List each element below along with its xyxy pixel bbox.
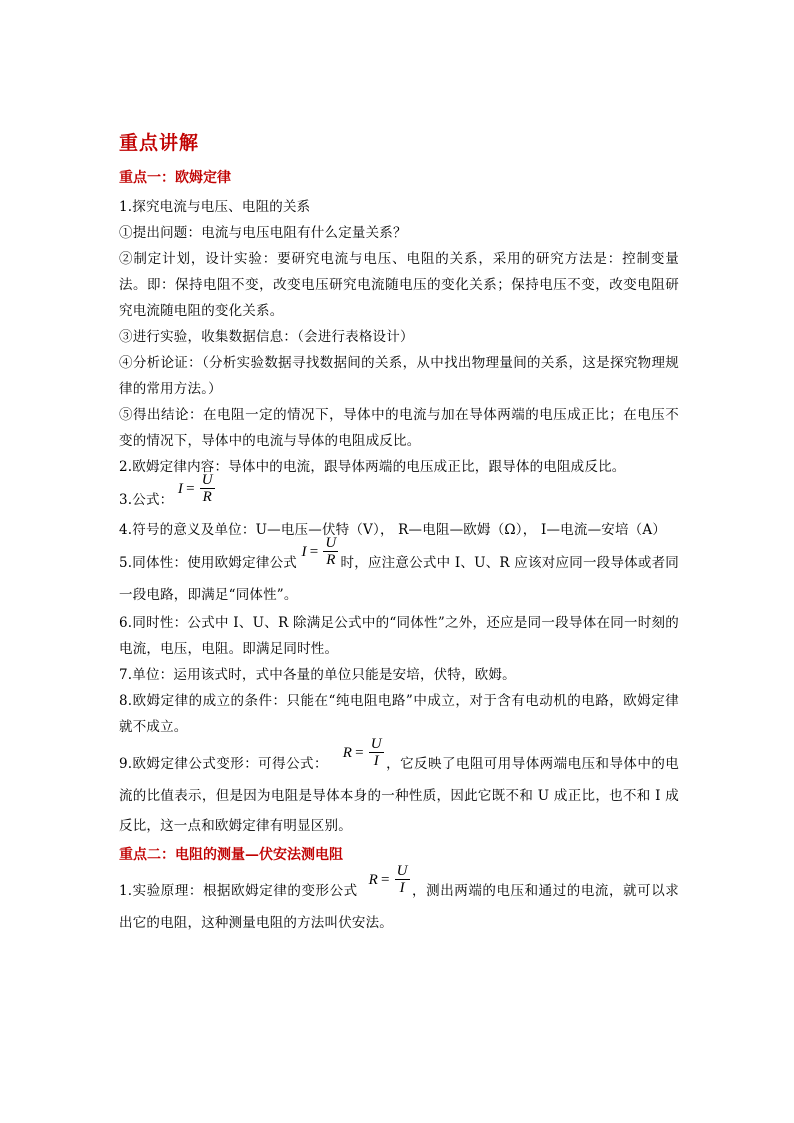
- item-1e: ⑤得出结论：在电阻一定的情况下，导体中的电流与加在导体两端的电压成正比；在电压不变的情况下，导体中的电流与导体的电阻成反比。: [119, 407, 679, 449]
- item-5-text-b: 时，应注意公式中 I、U、R 应该对应同一段导体或者同一段电路，即满足“同体性”。: [119, 555, 679, 603]
- item-s2-1-text-b: ，测出两端的电压和通过的电流，就可以求出它的电阻，这种测量电阻的方法叫伏安法。: [119, 883, 679, 931]
- formula-ohm-inline-lhs: I: [301, 543, 307, 560]
- formula-resist-lhs: R: [342, 744, 353, 761]
- document-content: [119, 130, 679, 938]
- formula-ohm-lhs: I: [177, 480, 184, 497]
- formula-ohm-inline-den: R: [326, 552, 336, 568]
- item-9-text-b: ，它反映了电阻可用导体两端电压和导体中的电流的比值表示，但是因为电阻是导体本身的一种性质，因此它既不和 U 成正比，也不和 I 成反比，这一点和欧姆定律有明显区别。: [119, 756, 679, 834]
- formula-resist-principle-num: U: [396, 863, 408, 879]
- formula-ohm: [178, 472, 217, 505]
- formula-ohm-den: R: [202, 489, 212, 505]
- item-7: 7.单位：运用该式时，式中各量的单位只能是安培，伏特，欧姆。: [119, 667, 516, 683]
- formula-resist-principle-eq: =: [380, 871, 390, 888]
- formula-resist: [343, 736, 386, 769]
- item-9: [119, 736, 679, 841]
- item-3: [119, 472, 679, 517]
- item-1d: ④分析论证：（分析实验数据寻找数据间的关系，从中找出物理量间的关系，这是探究物理规律的常用方法。）: [119, 355, 679, 397]
- section2-title: 重点二：电阻的测量—伏安法测电阻: [119, 847, 343, 863]
- item-8: 8.欧姆定律的成立的条件：只能在“纯电阻电路”中成立，对于含有电动机的电路，欧姆定律就不成立。: [119, 693, 679, 735]
- formula-resist-den: I: [373, 753, 379, 769]
- item-2: 2.欧姆定律内容：导体中的电流，跟导体两端的电压成正比，跟导体的电阻成反比。: [119, 459, 626, 475]
- formula-ohm-inline-fraction: [323, 535, 338, 568]
- item-9-text-a: 9.欧姆定律公式变形：可得公式：: [119, 756, 328, 772]
- item-1b: ②制定计划，设计实验：要研究电流与电压、电阻的关系，采用的研究方法是：控制变量法。即：保持电阻不变，改变电压研究电流随电压的变化关系；保持电压不变，改变电阻研究电流随电阻的变化关系。: [119, 251, 679, 319]
- item-3-label: 3.公式：: [119, 492, 174, 508]
- page-heading: 重点讲解: [119, 132, 200, 154]
- formula-resist-principle-den: I: [399, 880, 405, 896]
- item-1: 1.探究电流与电压、电阻的关系: [119, 199, 311, 215]
- item-1a: ①提出问题：电流与电压电阻有什么定量关系？: [119, 225, 407, 241]
- formula-resist-principle-fraction: [395, 863, 410, 896]
- formula-ohm-inline-eq: =: [309, 543, 319, 560]
- formula-ohm-inline-num: U: [325, 535, 337, 551]
- item-s2-1: [119, 863, 679, 938]
- item-5-text-a: 5.同体性：使用欧姆定律公式: [119, 555, 298, 571]
- formula-resist-principle: [369, 863, 412, 896]
- item-4: 4.符号的意义及单位：U—电压—伏特（V）， R—电阻—欧姆（Ω）， I—电流—安培（A）: [119, 522, 667, 538]
- formula-resist-num: U: [370, 736, 382, 752]
- formula-resist-principle-lhs: R: [368, 871, 378, 888]
- item-5: [119, 535, 679, 610]
- formula-resist-eq: =: [355, 744, 364, 761]
- formula-ohm-fraction: [200, 472, 215, 505]
- formula-ohm-num: U: [201, 472, 213, 488]
- formula-ohm-eq: =: [186, 480, 195, 497]
- item-6: 6.同时性：公式中 I、U、R 除满足公式中的“同体性”之外，还应是同一段导体在同一时刻的电流，电压，电阻。即满足同时性。: [119, 615, 679, 657]
- item-s2-1-text-a: 1.实验原理：根据欧姆定律的变形公式: [119, 883, 358, 899]
- formula-ohm-inline: [302, 535, 341, 568]
- formula-resist-fraction: [369, 736, 384, 769]
- item-1c: ③进行实验，收集数据信息：（会进行表格设计）: [119, 329, 414, 345]
- section1-title: 重点一：欧姆定律: [119, 170, 231, 186]
